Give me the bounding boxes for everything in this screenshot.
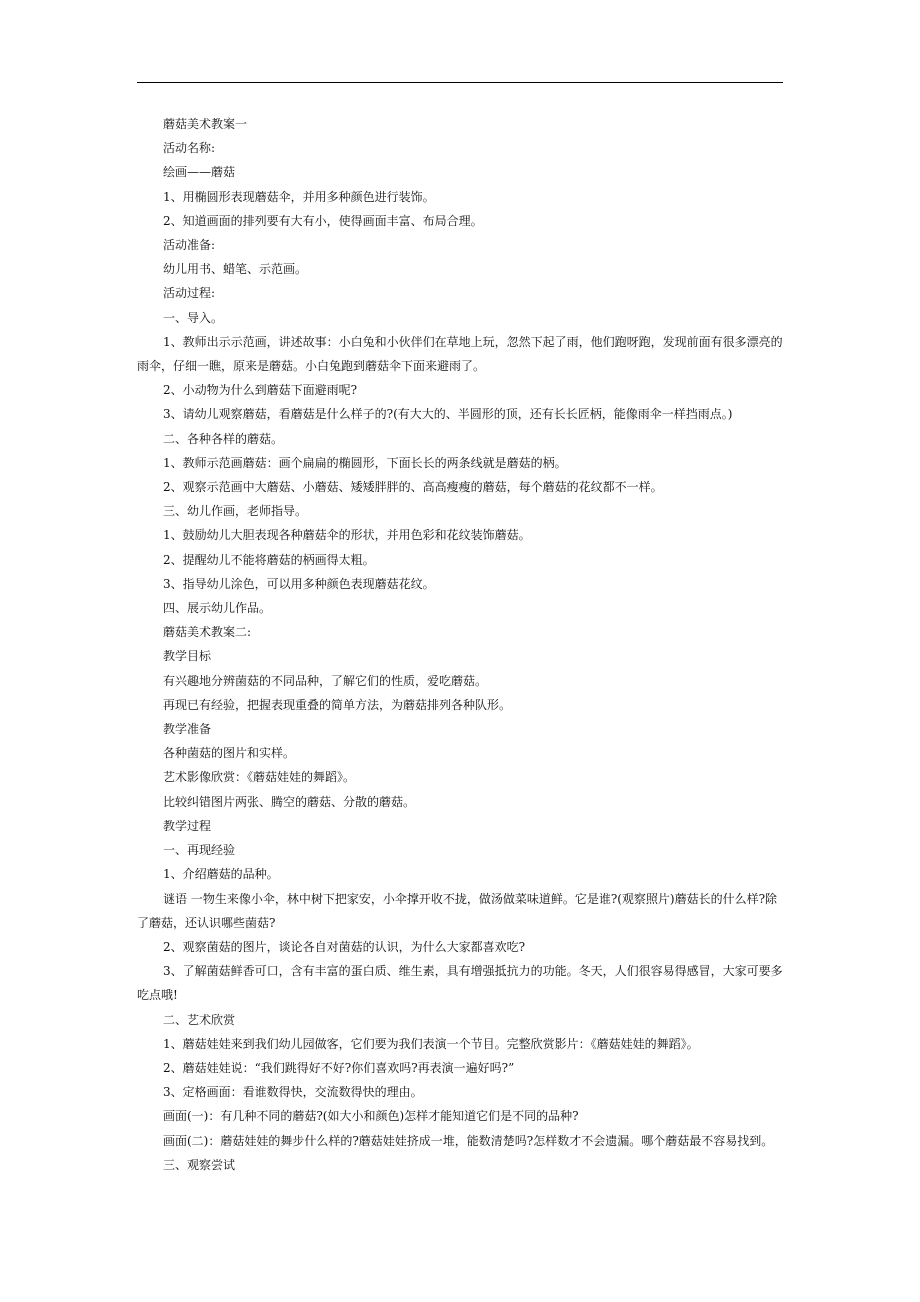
document-paragraph: 2、观察菌菇的图片，谈论各自对菌菇的认识，为什么大家都喜欢吃?	[163, 939, 526, 954]
document-paragraph: 二、艺术欣赏	[163, 1012, 236, 1027]
document-paragraph: 一、导入。	[163, 310, 224, 325]
document-paragraph: 幼儿用书、蜡笔、示范画。	[163, 262, 308, 277]
document-paragraph: 3、定格画面：看谁数得快，交流数得快的理由。	[163, 1085, 423, 1100]
document-paragraph: 3、了解菌菇鲜香可口，含有丰富的蛋白质、维生素，具有增强抵抗力的功能。冬天，人们很容易得感冒，大家可要多吃点哦!	[137, 964, 783, 1003]
document-paragraph: 3、请幼儿观察蘑菇，看蘑菇是什么样子的?(有大大的、半圆形的顶，还有长长匠柄，能像雨伞一样挡雨点。)	[163, 407, 733, 422]
document-paragraph: 1、鼓励幼儿大胆表现各种蘑菇伞的形状，并用色彩和花纹装饰蘑菇。	[163, 528, 531, 543]
document-paragraph: 教学准备	[163, 722, 212, 737]
document-paragraph: 有兴趣地分辨菌菇的不同品种，了解它们的性质，爱吃蘑菇。	[163, 673, 488, 688]
document-paragraph: 谜语 一物生来像小伞，林中树下把家安，小伞撑开收不拢，做汤做菜味道鲜。它是谁?(观察照片)蘑菇长的什么样?除了蘑菇，还认识哪些菌菇?	[137, 891, 778, 930]
header-rule	[137, 82, 783, 83]
document-paragraph: 教学目标	[163, 649, 212, 664]
document-paragraph: 三、观察尝试	[163, 1157, 236, 1172]
document-paragraph: 艺术影像欣赏：《蘑菇娃娃的舞蹈》。	[163, 770, 356, 785]
document-paragraph: 2、观察示范画中大蘑菇、小蘑菇、矮矮胖胖的、高高瘦瘦的蘑菇，每个蘑菇的花纹都不一样。	[163, 480, 663, 495]
document-paragraph: 活动名称:	[163, 141, 216, 156]
document-paragraph: 1、教师示范画蘑菇：画个扁扁的椭圆形，下面长长的两条线就是蘑菇的柄。	[163, 455, 567, 470]
document-paragraph: 四、展示幼儿作品。	[163, 601, 272, 616]
document-paragraph: 2、蘑菇娃娃说：“我们跳得好不好?你们喜欢吗?再表演一遍好吗?”	[163, 1060, 515, 1075]
document-paragraph: 2、小动物为什么到蘑菇下面避雨呢?	[163, 383, 358, 398]
document-paragraph: 1、教师出示示范画，讲述故事：小白兔和小伙伴们在草地上玩，忽然下起了雨，他们跑呀跑，发现前面有很多漂亮的雨伞，仔细一瞧，原来是蘑菇。小白兔跑到蘑菇伞下面来避雨了。	[137, 334, 783, 374]
document-paragraph: 画面(一)：有几种不同的蘑菇?(如大小和颜色)怎样才能知道它们是不同的品种?	[163, 1109, 579, 1124]
document-paragraph: 三、幼儿作画，老师指导。	[163, 504, 308, 519]
document-paragraph: 蘑菇美术教案一	[163, 117, 248, 131]
document-paragraph: 一、再现经验	[163, 843, 236, 858]
document-paragraph: 二、各种各样的蘑菇。	[163, 431, 284, 446]
document-paragraph: 1、用椭圆形表现蘑菇伞，并用多种颜色进行装饰。	[163, 189, 435, 204]
document-paragraph: 2、知道画面的排列要有大有小，使得画面丰富、布局合理。	[163, 213, 483, 228]
document-paragraph: 活动过程:	[163, 286, 216, 301]
document-paragraph: 1、介绍蘑菇的品种。	[163, 867, 279, 882]
document-paragraph: 再现已有经验，把握表现重叠的简单方法，为蘑菇排列各种队形。	[163, 697, 512, 712]
document-paragraph: 画面(二)：蘑菇娃娃的舞步什么样的?蘑菇娃娃挤成一堆，能数清楚吗?怎样数才不会遗漏。哪个蘑菇最不容易找到。	[163, 1133, 774, 1148]
document-paragraph: 蘑菇美术教案二:	[163, 625, 252, 640]
document-paragraph: 教学过程	[163, 818, 212, 833]
document-paragraph: 绘画——蘑菇	[163, 165, 236, 180]
document-paragraph: 活动准备:	[163, 238, 216, 253]
document-paragraph: 各种菌菇的图片和实样。	[163, 746, 296, 761]
document-paragraph: 2、提醒幼儿不能将蘑菇的柄画得太粗。	[163, 552, 375, 567]
document-paragraph: 1、蘑菇娃娃来到我们幼儿园做客，它们要为我们表演一个节目。完整欣赏影片：《蘑菇娃娃的舞蹈》。	[163, 1036, 699, 1051]
document-body	[137, 112, 785, 1177]
document-paragraph: 3、指导幼儿涂色，可以用多种颜色表现蘑菇花纹。	[163, 576, 435, 591]
document-paragraph: 比较纠错图片两张、腾空的蘑菇、分散的蘑菇。	[163, 794, 416, 809]
